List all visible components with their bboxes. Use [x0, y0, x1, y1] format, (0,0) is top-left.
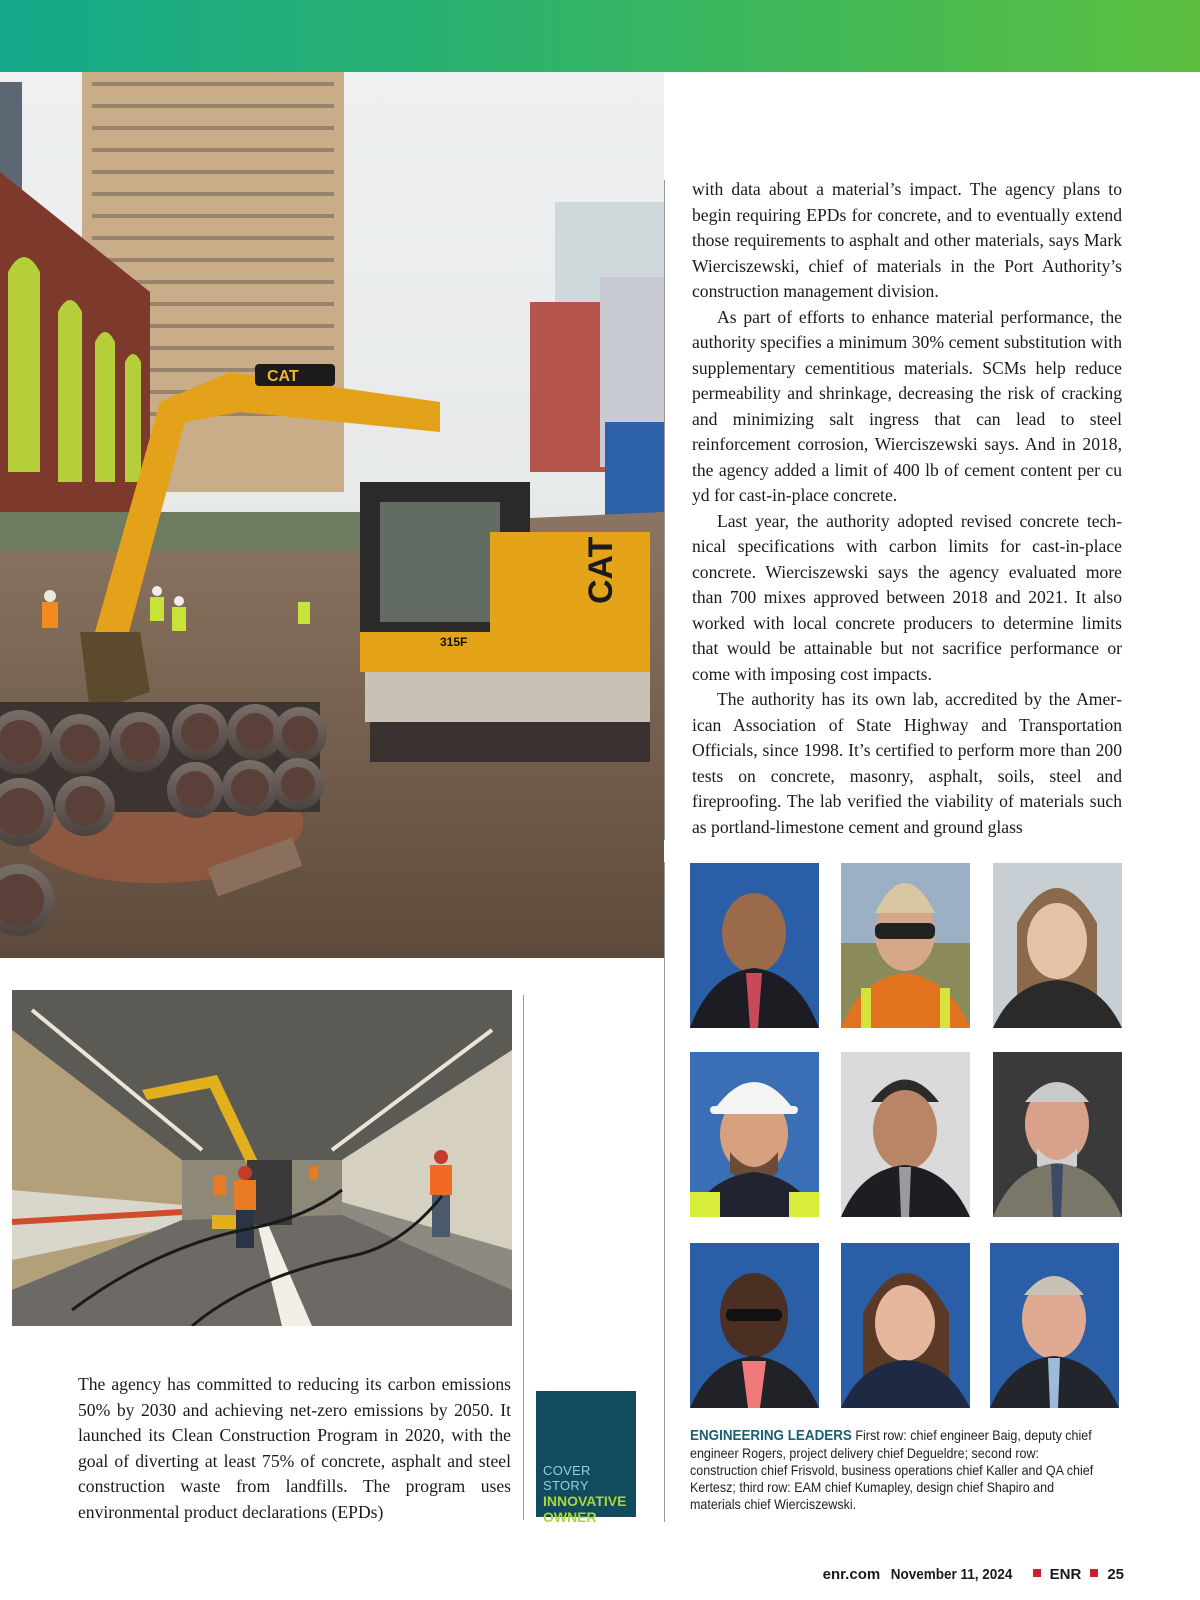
headshot-kertesz	[993, 1052, 1122, 1217]
column-rule-headshots	[664, 862, 665, 1522]
headshot-frisvold	[690, 1052, 819, 1217]
photo-caption	[690, 1427, 1095, 1513]
footer-brand: ENR	[1049, 1566, 1082, 1583]
headshot-degueldre	[993, 863, 1122, 1028]
headshot-rogers	[841, 863, 970, 1028]
footer-site: enr.com	[822, 1566, 881, 1583]
article-text-left-column	[78, 1372, 511, 1525]
headshot-kaller	[841, 1052, 970, 1217]
headshot-wierciszewski	[990, 1243, 1119, 1408]
tag-title-line2: OWNER	[543, 1509, 597, 1525]
tag-section: COVER STORY	[543, 1463, 591, 1493]
footer-separator	[1090, 1569, 1098, 1577]
paragraph: The authority has its own lab, accredited by the American Association of State Highway and Transportation Officials, since 1998. It’s certified to perform more than 200 tests on concrete, masonry, asphalt, soils, steel and fireproofing. The lab verified the viability of materials such as portland-limestone cement and ground glass	[692, 689, 1122, 837]
model-number: 315F	[440, 635, 468, 649]
headshot-shapiro	[841, 1243, 970, 1408]
column-rule-right	[664, 180, 665, 840]
column-rule-left	[523, 995, 524, 1520]
cover-story-tag	[536, 1391, 636, 1525]
header-color-band	[0, 0, 1200, 72]
footer-separator	[1033, 1569, 1041, 1577]
caption-text: First row: chief engineer Baig, deputy chief engineer Rogers, project delivery chief Degueldre; second row: construction chief Frisvold, business operations chief Kaller and QA chief Kertesz; third row: EAM chief Kumapley, design chief Shapiro and materials chief Wierciszewski.	[690, 1428, 1094, 1512]
article-text-right-column	[692, 177, 1122, 840]
construction-site-photo	[0, 72, 664, 958]
paragraph: The agency has committed to reducing its carbon emissions 50% by 2030 and achieving net-zero emissions by 2050. It launched its Clean Construction Program in 2020, with the goal of diverting at least 75% of concrete, asphalt and steel construction waste from landfills. The program uses environmental product declarations (EPDs)	[78, 1374, 511, 1522]
cat-logo-arm: CAT	[267, 368, 299, 385]
paragraph: with data about a material’s impact. The agency plans to begin requiring EPDs for concrete, and to eventually extend those requirements to asphalt and other materials, says Mark Wierciszewski, chief of materials in the Port Authority’s construction management division.	[692, 179, 1122, 301]
headshot-kumapley	[690, 1243, 819, 1408]
cat-logo-body: CAT	[582, 536, 620, 604]
tag-title-line1: INNOVATIVE	[543, 1493, 627, 1509]
paragraph: Last year, the authority adopted revised concrete technical specifications with carbon limits for cast-in-place concrete. Wierciszewski says the agency evaluated more than 700 mixes approved between 2018 and 2021. It also worked with local concrete producers to determine limits that would be attainable but not sacrifice performance or come with imposing cost impacts.	[692, 510, 1122, 684]
caption-lead: ENGINEERING LEADERS	[690, 1428, 852, 1444]
headshot-baig	[690, 863, 819, 1028]
paragraph: As part of efforts to enhance material performance, the authority specifies a minimum 30% cement substitution with supplementary cementitious materials. SCMs help reduce permeability and shrinkage, decreasing the risk of cracking and minimizing salt ingress that can lead to steel reinforcement corrosion, Wierciszewski says. And in 2018, the agency added a limit of 400 lb of cement content per cu yd for cast-in-place concrete.	[692, 306, 1122, 505]
page-number: 25	[1107, 1566, 1124, 1583]
footer-date: November 11, 2024	[891, 1566, 1013, 1583]
tunnel-repair-photo	[12, 990, 512, 1326]
page-footer	[823, 1566, 1124, 1583]
